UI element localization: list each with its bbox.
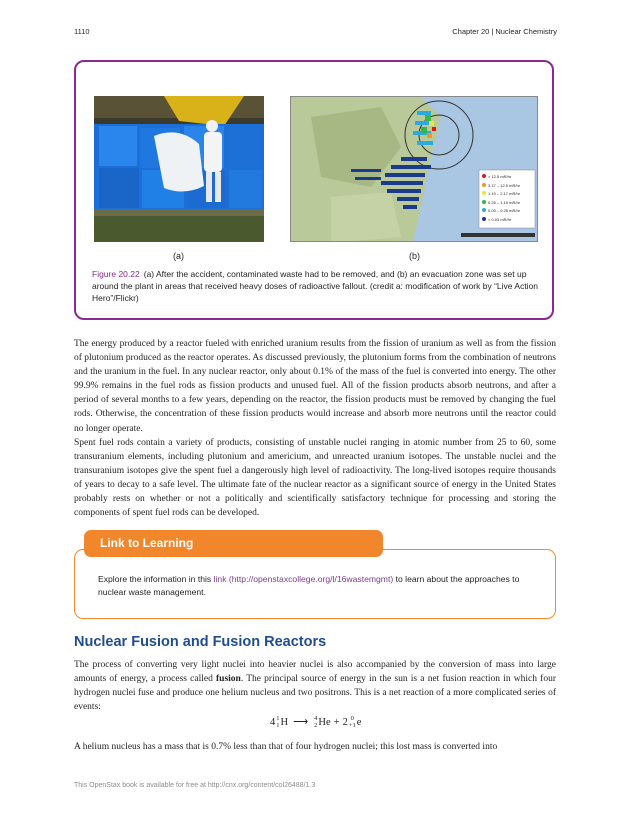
legend-item [482, 199, 534, 208]
figure-box [74, 60, 554, 320]
paragraph-fusion [74, 658, 556, 714]
eq-coefficient-4: 4 [270, 716, 276, 728]
link-to-learning-title: Link to Learning [84, 530, 383, 557]
paragraph-helium-mass: A helium nucleus has a mass that is 0.7% less than that of four hydrogen nuclei; this lost mass is converted into [74, 742, 498, 752]
legend-item [482, 173, 534, 182]
paragraph-spent-fuel: Spent fuel rods contain a variety of products, consisting of unstable nuclei ranging in atomic number from 25 to 60, some transuranium elements, including plutonium and americium, and unreacted uranium isotopes. The unstable nuclei and the transuranium isotopes give the spent fuel a dangerously high level of radioactivity. The long-lived isotopes require thousands of years to decay to a safe level. The ultimate fate of the nuclear reactor as a significant source of energy in the United States probably rests on whether or not a politically and scientifically satisfactory technique for processing and storing the components of spent fuel rods can be developed. [74, 438, 556, 519]
waste-photo-illustration [94, 96, 264, 242]
eq-h-indices [276, 715, 279, 729]
eq-h-mass: 1 [276, 715, 280, 722]
legend-item [482, 190, 534, 199]
legend-item [482, 182, 534, 191]
legend-label: > 12.5 mR/hr [488, 174, 512, 179]
legend-swatch [482, 208, 486, 212]
eq-coefficient-2: 2 [342, 716, 348, 728]
eq-h-symbol: H [280, 716, 289, 728]
link-text-before: Explore the information in this [98, 574, 214, 584]
chapter-title: Nuclear Chemistry [495, 27, 557, 36]
link-to-learning-text [98, 573, 528, 598]
running-header: Chapter 20 | Nuclear Chemistry [452, 27, 557, 36]
legend-label: 3.17 – 12.5 mR/hr [488, 182, 521, 188]
waste-management-link[interactable]: link (http://openstaxcollege.org/l/16wastemgmt) [213, 574, 394, 584]
map-legend [482, 173, 534, 224]
legend-item [482, 216, 534, 225]
figure-caption [92, 268, 544, 304]
chapter-label: Chapter 20 [452, 27, 490, 36]
subfigure-label-b: (b) [409, 251, 420, 261]
legend-swatch [482, 217, 486, 221]
legend-label: 0.03 – 0.25 mR/hr [488, 208, 521, 213]
eq-e-mass: 0 [350, 715, 354, 722]
eq-he-indices [314, 715, 317, 729]
eq-e-indices [349, 715, 356, 729]
legend-swatch [482, 200, 486, 204]
photo-contaminated-waste [94, 96, 264, 242]
figure-number: Figure 20.22 [92, 269, 140, 279]
eq-he-symbol: He [318, 716, 331, 728]
subfigure-label-a: (a) [173, 251, 184, 261]
paragraph-reactor-energy: The energy produced by a reactor fueled with enriched uranium results from the fission of uranium as well as from the fission of plutonium produced as the reactor operates. As discussed previously, the plutonium forms from the combination of neutrons and the uranium in the fuel. In any nuclear reactor, only about 0.1% of the mass of the fuel is converted into energy. The other 99.9% remains in the fuel rods as fission products and unused fuel. All of the fission products absorb neutrons, and after a period of several months to a few years, depending on the reactor, the fission products must be removed by changing the fuel rods. Otherwise, the concentration of these fission products would increase and absorb more neutrons until the reactor could no longer operate. [74, 339, 556, 434]
legend-swatch [482, 183, 486, 187]
eq-h-atomic: 1 [276, 722, 280, 729]
caption-text: (a) After the accident, contaminated waste had to be removed, and (b) an evacuation zone was set up around the plant in areas that received heavy doses of radioactive fallout. (credit a: modification of work by “Live Action Hero”/Flickr) [92, 269, 539, 303]
eq-plus: + [333, 716, 340, 728]
link-text-after: to learn about the approaches to nuclear waste management. [98, 574, 520, 597]
eq-e-atomic: +1 [348, 722, 356, 729]
eq-e-symbol: e [356, 716, 362, 728]
legend-swatch [482, 191, 486, 195]
eq-he-mass: 4 [314, 715, 318, 722]
fusion-equation [270, 715, 361, 729]
legend-label: 1.19 – 2.17 mR/hr [488, 191, 521, 196]
map-evacuation-zone [290, 96, 538, 242]
fusion-term: fusion [216, 674, 241, 685]
eq-he-atomic: 2 [314, 722, 318, 729]
legend-swatch [482, 174, 486, 178]
page-number: 1110 [74, 27, 90, 36]
fusion-text-before: The process of converting very light nuclei into heavier nuclei is also accompanied by the conversion of mass into large amounts of energy, a process called [74, 660, 556, 685]
legend-item [482, 207, 534, 216]
fusion-text-after: . The principal source of energy in the sun is a net fusion reaction in which four hydrogen nuclei fuse and produce one helium nucleus and two positrons. This is a net reaction of a more complicated series of events: [74, 674, 556, 713]
legend-label: 0.25 – 1.19 mR/hr [488, 199, 521, 205]
eq-arrow: ⟶ [293, 717, 309, 728]
footer-note: This OpenStax book is available for free at http://cnx.org/content/col26488/1.3 [74, 782, 316, 789]
legend-label: < 0.03 mR/hr [488, 216, 512, 222]
section-title: Nuclear Fusion and Fusion Reactors [74, 634, 327, 650]
